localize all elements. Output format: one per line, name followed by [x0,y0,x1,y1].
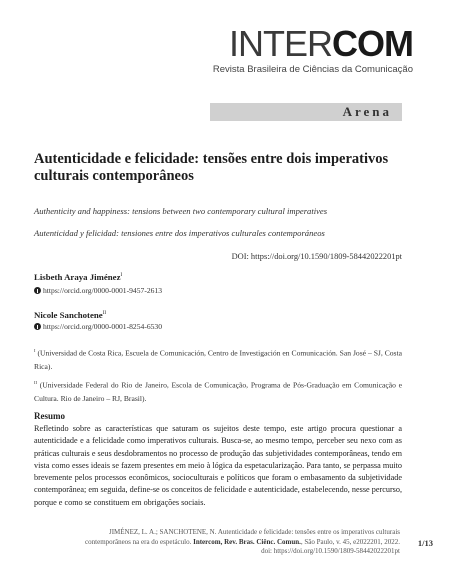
author-2-mark: II [102,311,107,317]
affiliation-1 [34,344,402,373]
author-2-orcid[interactable] [34,322,162,331]
journal-name: Revista Brasileira de Ciências da Comunicação [212,64,413,75]
author-1-orcid[interactable] [34,286,162,295]
footer-journal: Intercom, Rev. Bras. Ciênc. Comun. [193,537,301,546]
article-title-es: Autenticidad y felicidad: tensiones entre dos imperativos culturales contemporáneos [34,228,325,238]
author-1-name: Lisbeth Araya Jiménez [34,272,121,282]
journal-logo [212,23,413,75]
page-number: 1/13 [417,538,433,548]
author-1-orcid-link[interactable]: https://orcid.org/0000-0001-9457-2613 [43,286,163,295]
author-2-name: Nicole Sanchotene [34,310,103,320]
footer-doi[interactable]: doi: https://doi.org/10.1590/1809-58442022201pt [261,547,400,555]
author-1-mark: I [120,273,123,279]
article-doi[interactable]: DOI: https://doi.org/10.1590/1809-58442022201pt [231,252,402,261]
orcid-icon [34,323,41,330]
affiliation-2-text: (Universidade Federal do Rio de Janeiro, Escola de Comunicação, Programa de Pós-Graduação em Comunicação e Cultura. Rio de Janeiro – RJ, Brasil). [34,380,402,403]
abstract-text: Refletindo sobre as características que saturam os sujeitos deste tempo, este artigo procura questionar a autenticidade e a felicidade como imperativos culturais. Busca-se, ao mesmo tempo, perceber seu nexo com as práticas culturais e seus desdobramentos no processo de produção das subjetividades contemporâneas, tendo em vista como esses ideais se fazem presentes em meio à lógica da espetacularização. Para tanto, se perpassa muito brevemente pelos processos econômicos, socioculturais e políticos que foram o embasamento da subjetividade contemporânea; em seguida, define-se os conceitos de felicidade e autenticidade, estabelecendo, nesse percurso, porque e como se constituem em obrigações sociais. [34,424,402,507]
author-1 [34,272,122,282]
author-2 [34,310,106,320]
section-label: Arena [210,103,402,121]
orcid-icon [34,287,41,294]
footer-line-2a: contemporâneos na era do espetáculo. [85,537,194,546]
affiliation-1-mark: I [34,348,36,353]
citation-footer [60,528,400,557]
logo-bold: COM [332,23,413,64]
footer-line-2c: , São Paulo, v. 45, e2022201, 2022. [300,537,400,546]
footer-line-2 [60,538,400,548]
article-title: Autenticidade e felicidade: tensões entre dois imperativos culturais contemporâneos [34,151,389,184]
affiliation-2 [34,376,402,405]
footer-line-1: JIMÉNEZ, L. A.; SANCHOTENE, N. Autenticidade e felicidade: tensões entre os imperativos culturais [108,528,400,536]
affiliation-1-text: (Universidad de Costa Rica, Escuela de Comunicación, Centro de Investigación en Comunicación. San José – SJ, Costa Rica). [34,348,402,371]
abstract-heading: Resumo [34,411,65,421]
article-title-en: Authenticity and happiness: tensions between two contemporary cultural imperatives [34,206,328,216]
affiliation-2-mark: II [34,380,37,385]
author-2-orcid-link[interactable]: https://orcid.org/0000-0001-8254-6530 [43,322,163,331]
logo-wordmark [213,23,413,64]
logo-thin: INTER [229,23,332,64]
